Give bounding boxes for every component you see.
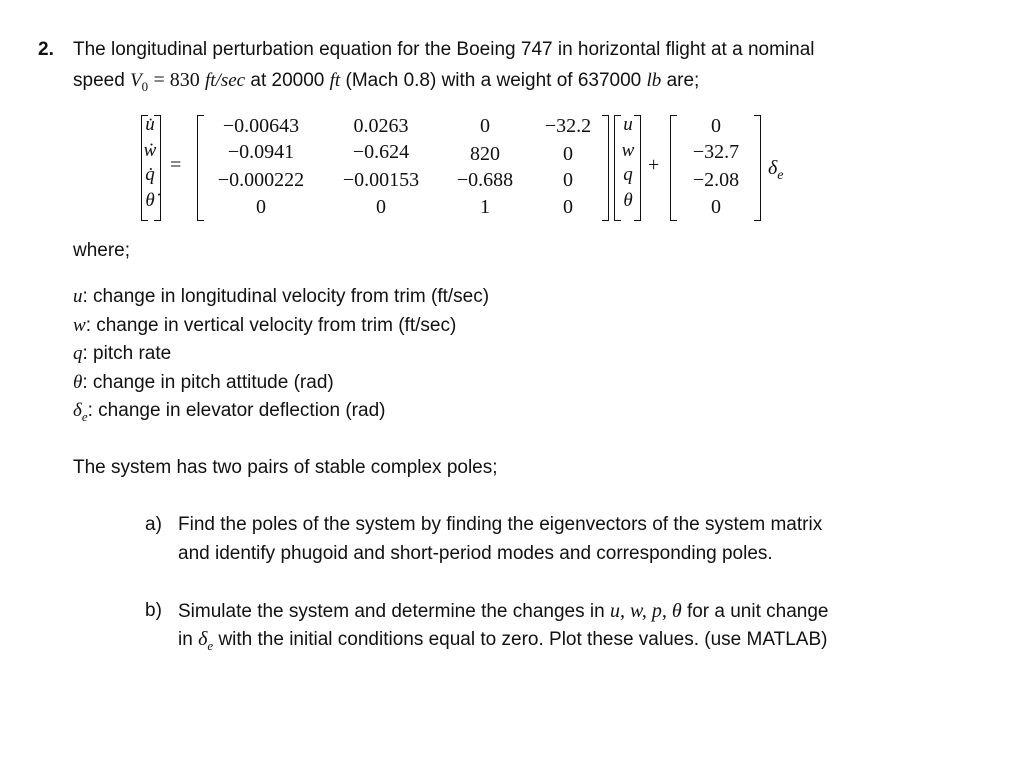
plus-sign: + bbox=[648, 154, 660, 176]
part-b-line-1-pre: Simulate the system and determine the changes in bbox=[178, 601, 605, 622]
a-cell-2-3: 820 bbox=[470, 143, 500, 165]
definition-text: : change in pitch attitude (rad) bbox=[82, 372, 334, 393]
speed-subscript: 0 bbox=[141, 78, 149, 94]
part-a-label: a) bbox=[145, 514, 162, 535]
input-delta-symbol: δ bbox=[768, 157, 778, 179]
a-cell-3-2: −0.00153 bbox=[342, 169, 420, 191]
a-cell-3-4: 0 bbox=[563, 169, 573, 191]
altitude-text: at 20000 bbox=[250, 70, 325, 91]
problem-number: 2. bbox=[38, 39, 54, 60]
equals-sign: = bbox=[170, 154, 182, 176]
b-cell-4: 0 bbox=[711, 196, 721, 218]
definition-symbol: u bbox=[73, 286, 83, 307]
a-cell-2-4: 0 bbox=[563, 143, 573, 165]
b-cell-3: −2.08 bbox=[692, 169, 740, 191]
a-cell-4-4: 0 bbox=[563, 196, 573, 218]
altitude-unit: ft bbox=[329, 70, 341, 91]
definition-subscript: e bbox=[81, 408, 88, 424]
intro-tail: are; bbox=[666, 70, 700, 91]
input-delta-e bbox=[768, 157, 784, 184]
definition-text: : change in longitudinal velocity from trim (ft/sec) bbox=[82, 286, 490, 307]
definition-symbol: w bbox=[73, 315, 86, 336]
a-cell-3-1: −0.000222 bbox=[217, 169, 305, 191]
part-a-line-1: Find the poles of the system by finding the eigenvectors of the system matrix bbox=[178, 514, 823, 535]
intro-line-1: The longitudinal perturbation equation for the Boeing 747 in horizontal flight at a nominal bbox=[73, 39, 815, 60]
definition-symbol: δ bbox=[73, 400, 82, 421]
a-cell-1-4: −32.2 bbox=[544, 115, 592, 137]
part-b-delta-subscript: e bbox=[207, 637, 214, 653]
definition-u bbox=[73, 286, 489, 308]
state-q: q bbox=[623, 164, 633, 185]
a-cell-3-3: −0.688 bbox=[456, 169, 514, 191]
definition-w bbox=[73, 315, 456, 337]
part-b-line-1 bbox=[178, 600, 828, 623]
lhs-u-dot: u̇ bbox=[145, 114, 155, 135]
a-cell-1-3: 0 bbox=[480, 115, 490, 137]
a-cell-2-2: −0.624 bbox=[352, 141, 410, 163]
part-b-label: b) bbox=[145, 600, 162, 621]
part-a-line-2: and identify phugoid and short-period modes and corresponding poles. bbox=[178, 543, 773, 564]
part-b-delta-symbol: δ bbox=[198, 628, 208, 650]
weight-unit: lb bbox=[646, 70, 662, 91]
a-cell-1-1: −0.00643 bbox=[222, 115, 300, 137]
b-cell-1: 0 bbox=[711, 115, 721, 137]
b-cell-2: −32.7 bbox=[692, 141, 740, 163]
state-u: u bbox=[623, 114, 633, 135]
part-b-line-1-post: for a unit change bbox=[686, 601, 829, 622]
speed-value: = 830 bbox=[153, 69, 200, 91]
a-cell-4-3: 1 bbox=[480, 196, 490, 218]
lhs-theta-dot: θ̇ bbox=[145, 190, 155, 211]
part-b-line-2 bbox=[178, 628, 827, 654]
part-b-line-2-post: with the initial conditions equal to zero. Plot these values. (use MATLAB) bbox=[218, 629, 828, 650]
mach-weight-text: (Mach 0.8) with a weight of 637000 bbox=[345, 70, 642, 91]
input-delta-subscript: e bbox=[777, 168, 784, 183]
intro-line-2 bbox=[73, 69, 699, 95]
speed-unit: ft/sec bbox=[205, 70, 246, 91]
definition-symbol: q bbox=[73, 343, 83, 364]
lhs-w-dot: ẇ bbox=[143, 140, 157, 161]
definition-theta bbox=[73, 372, 334, 394]
definition-text: : change in elevator deflection (rad) bbox=[87, 400, 386, 421]
part-b-line-2-pre: in bbox=[178, 629, 193, 650]
speed-symbol: V bbox=[130, 70, 142, 91]
a-cell-1-2: 0.0263 bbox=[353, 115, 409, 137]
a-cell-4-1: 0 bbox=[256, 196, 266, 218]
where-label: where; bbox=[73, 240, 131, 261]
state-theta: θ bbox=[623, 190, 633, 211]
definition-symbol: θ bbox=[73, 372, 83, 393]
definition-text: : change in vertical velocity from trim (ft/sec) bbox=[85, 315, 457, 336]
poles-statement: The system has two pairs of stable complex poles; bbox=[73, 457, 498, 478]
a-cell-2-1: −0.0941 bbox=[227, 141, 295, 163]
definition-text: : pitch rate bbox=[82, 343, 172, 364]
definition-delta-e bbox=[73, 400, 385, 425]
state-w: w bbox=[621, 140, 635, 161]
part-b-variables: u, w, p, θ bbox=[609, 600, 682, 622]
definition-q bbox=[73, 343, 171, 365]
lhs-q-dot: q̇ bbox=[145, 164, 155, 185]
a-cell-4-2: 0 bbox=[376, 196, 386, 218]
intro-speed-word: speed bbox=[73, 70, 125, 91]
